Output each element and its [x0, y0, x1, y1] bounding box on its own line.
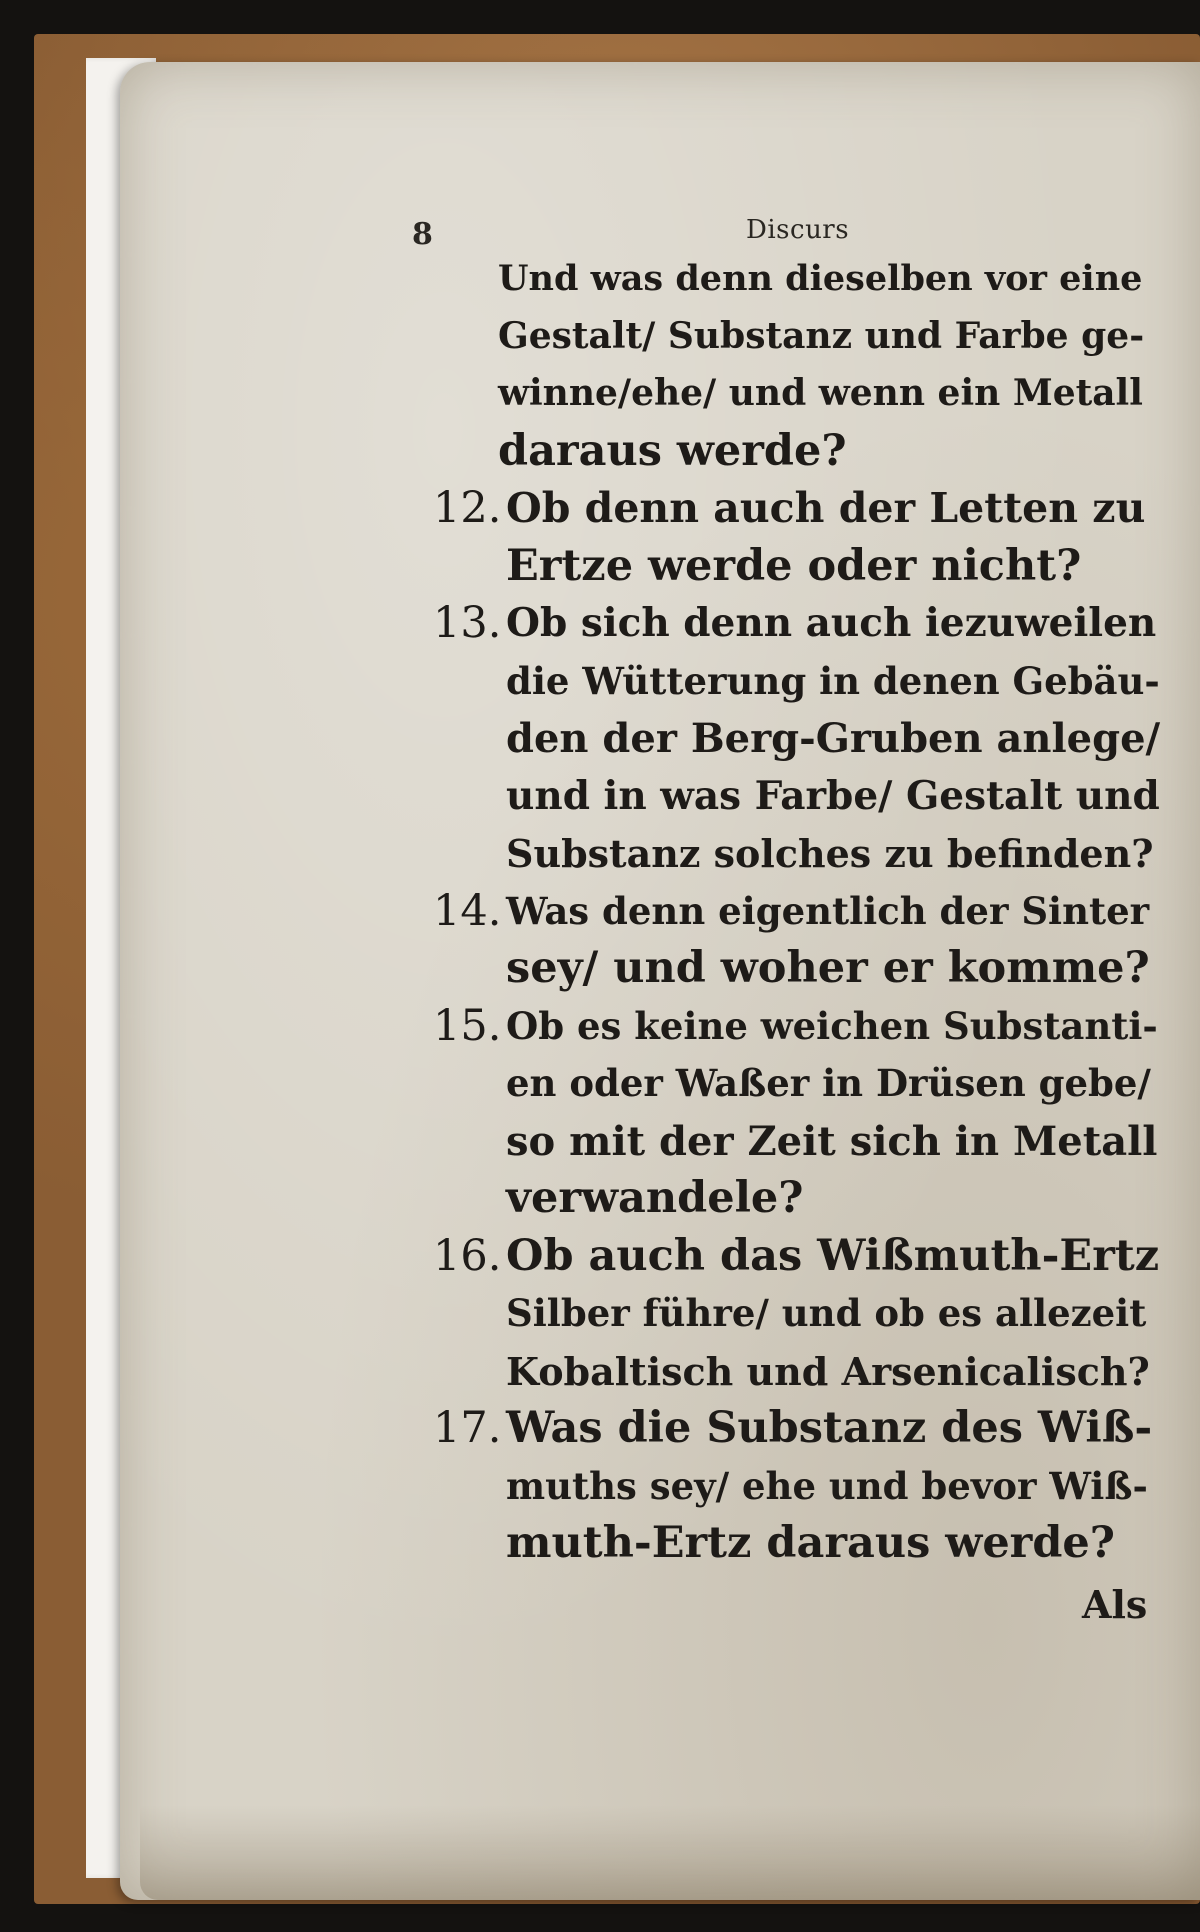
text-line: Substanz solches zu befinden?	[506, 831, 1154, 876]
text-line: muths sey/ ehe und bevor Wiß-	[506, 1463, 1148, 1508]
text-line: sey/ und woher er komme?	[506, 943, 1150, 993]
text-line: den der Berg-Gruben anlege/	[506, 715, 1161, 762]
text-line: Und was denn dieselben vor eine	[498, 258, 1143, 299]
page-header	[0, 205, 1200, 252]
numbered-question-16: 16. Ob auch das Wißmuth-Ertz	[433, 1230, 1160, 1281]
text-line: Silber führe/ und ob es allezeit	[506, 1291, 1147, 1335]
text-line: en oder Waßer in Drüsen gebe/	[506, 1061, 1151, 1105]
text-line: die Wütterung in denen Gebäu-	[506, 658, 1160, 703]
text-line: und in was Farbe/ Gestalt und	[506, 772, 1160, 819]
text-line: verwandele?	[506, 1173, 804, 1223]
numbered-question-15: 15. Ob es keine weichen Substanti-	[433, 1000, 1158, 1051]
numbered-question-12: 12. Ob denn auch der Letten zu	[433, 483, 1146, 533]
text-line: so mit der Zeit sich in Metall	[506, 1117, 1158, 1165]
text-line: winne/ehe/ und wenn ein Metall	[498, 372, 1143, 414]
body-text	[433, 250, 1161, 1573]
catchword: Als	[1082, 1582, 1148, 1627]
text-line: Gestalt/ Substanz und Farbe ge-	[498, 314, 1145, 357]
numbered-question-13: 13. Ob sich denn auch iezuweilen	[433, 598, 1157, 648]
page-number: 8	[412, 217, 433, 252]
numbered-question-14: 14. Was denn eigentlich der Sinter	[433, 885, 1150, 936]
running-head: Discurs	[746, 215, 850, 245]
text-line: Kobaltisch und Arsenicalisch?	[506, 1348, 1150, 1394]
numbered-question-17: 17. Was die Substanz des Wiß-	[433, 1403, 1153, 1453]
text-line: Ertze werde oder nicht?	[506, 540, 1082, 591]
text-line: daraus werde?	[498, 425, 847, 476]
text-line: muth-Ertz daraus werde?	[506, 1518, 1115, 1568]
